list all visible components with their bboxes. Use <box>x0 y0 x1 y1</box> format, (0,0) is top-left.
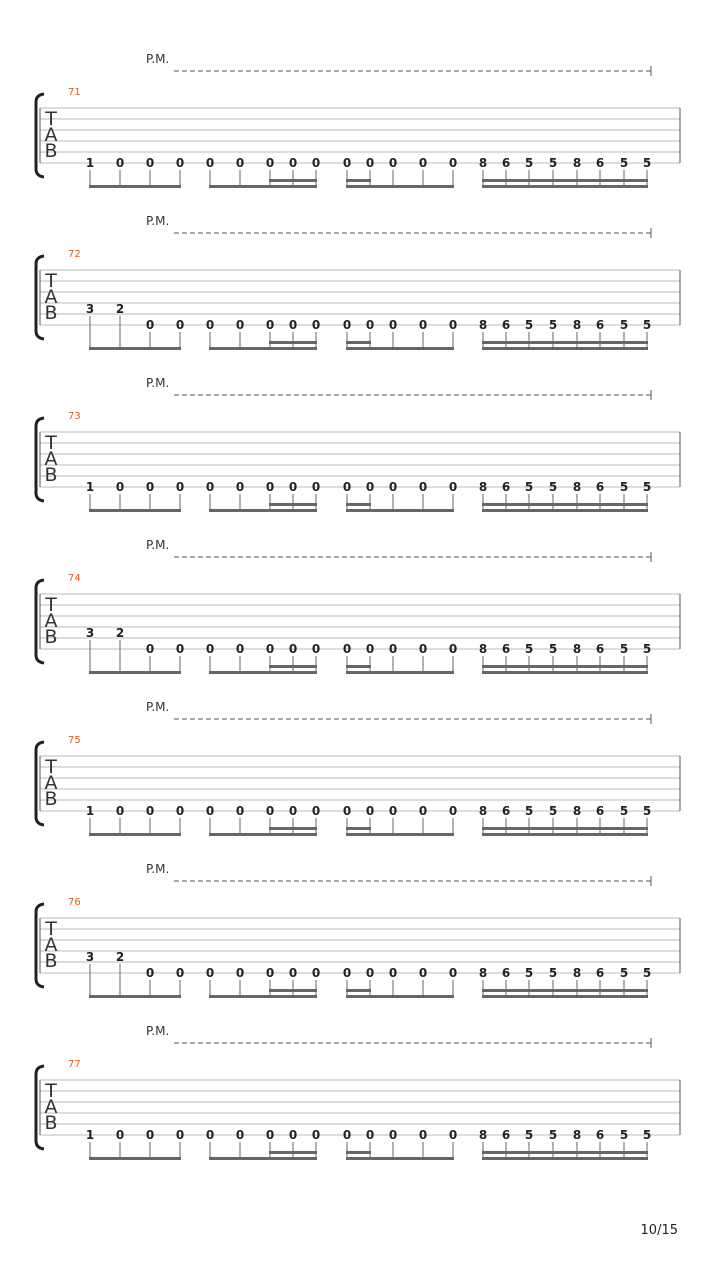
fret-number: 0 <box>311 642 321 656</box>
fret-number: 0 <box>342 156 352 170</box>
beam <box>346 671 454 674</box>
fret-number: 2 <box>115 950 125 964</box>
fret-number: 0 <box>448 480 458 494</box>
fret-number: 0 <box>235 966 245 980</box>
fret-number: 0 <box>418 804 428 818</box>
fret-number: 0 <box>265 804 275 818</box>
fret-number: 0 <box>145 318 155 332</box>
fret-number: 2 <box>115 626 125 640</box>
beam <box>209 1157 317 1160</box>
fret-number: 5 <box>619 804 629 818</box>
fret-number: 0 <box>388 1128 398 1142</box>
secondary-beam <box>482 1151 648 1154</box>
fret-number: 8 <box>572 318 582 332</box>
fret-number: 0 <box>365 318 375 332</box>
fret-number: 5 <box>642 642 652 656</box>
beam <box>346 995 454 998</box>
fret-number: 6 <box>595 966 605 980</box>
fret-number: 6 <box>595 1128 605 1142</box>
beam <box>482 185 648 188</box>
fret-number: 0 <box>145 1128 155 1142</box>
tab-clef-b: B <box>44 1112 58 1134</box>
fret-number: 0 <box>145 642 155 656</box>
fret-number: 1 <box>85 1128 95 1142</box>
palm-mute-label: P.M. <box>146 376 170 390</box>
fret-number: 0 <box>235 480 245 494</box>
tab-clef-b: B <box>44 950 58 972</box>
tab-clef-b: B <box>44 140 58 162</box>
fret-number: 0 <box>175 1128 185 1142</box>
fret-number: 0 <box>235 318 245 332</box>
fret-number: 0 <box>205 966 215 980</box>
fret-number: 0 <box>145 966 155 980</box>
fret-number: 0 <box>115 156 125 170</box>
measure-number: 76 <box>68 897 81 908</box>
beam <box>482 509 648 512</box>
fret-number: 5 <box>619 642 629 656</box>
beam <box>482 1157 648 1160</box>
fret-number: 0 <box>311 318 321 332</box>
fret-number: 0 <box>288 804 298 818</box>
beam <box>89 347 181 350</box>
beam <box>89 671 181 674</box>
fret-number: 6 <box>501 1128 511 1142</box>
secondary-beam <box>269 341 317 344</box>
fret-number: 0 <box>288 318 298 332</box>
fret-number: 0 <box>342 318 352 332</box>
beam <box>209 671 317 674</box>
tab-clef-t: T <box>45 594 57 616</box>
measure-number: 72 <box>68 249 81 260</box>
fret-number: 0 <box>448 156 458 170</box>
fret-number: 0 <box>175 966 185 980</box>
secondary-beam <box>346 989 371 992</box>
fret-number: 8 <box>478 318 488 332</box>
fret-number: 8 <box>572 642 582 656</box>
palm-mute-label: P.M. <box>146 214 170 228</box>
tab-clef-t: T <box>45 270 57 292</box>
tab-clef-t: T <box>45 432 57 454</box>
tab-clef-a: A <box>44 286 58 308</box>
beam <box>89 185 181 188</box>
fret-number: 0 <box>365 642 375 656</box>
beam <box>89 509 181 512</box>
beam <box>89 1157 181 1160</box>
fret-number: 0 <box>265 642 275 656</box>
fret-number: 0 <box>288 1128 298 1142</box>
secondary-beam <box>269 827 317 830</box>
fret-number: 5 <box>619 1128 629 1142</box>
fret-number: 0 <box>388 642 398 656</box>
fret-number: 1 <box>85 156 95 170</box>
fret-number: 0 <box>365 156 375 170</box>
tab-clef-b: B <box>44 788 58 810</box>
beam <box>209 509 317 512</box>
fret-number: 0 <box>365 804 375 818</box>
fret-number: 0 <box>388 480 398 494</box>
fret-number: 0 <box>265 156 275 170</box>
fret-number: 0 <box>235 1128 245 1142</box>
fret-number: 0 <box>311 480 321 494</box>
tab-clef-b: B <box>44 626 58 648</box>
palm-mute-label: P.M. <box>146 52 170 66</box>
fret-number: 6 <box>501 966 511 980</box>
fret-number: 5 <box>642 804 652 818</box>
fret-number: 5 <box>619 480 629 494</box>
fret-number: 0 <box>265 1128 275 1142</box>
tab-clef-a: A <box>44 772 58 794</box>
secondary-beam <box>482 503 648 506</box>
fret-number: 8 <box>572 966 582 980</box>
fret-number: 8 <box>478 966 488 980</box>
fret-number: 8 <box>572 1128 582 1142</box>
measure-number: 71 <box>68 87 81 98</box>
fret-number: 0 <box>265 318 275 332</box>
fret-number: 0 <box>205 804 215 818</box>
fret-number: 0 <box>205 156 215 170</box>
measure-number: 74 <box>68 573 81 584</box>
staff-system-74 <box>36 538 680 674</box>
tab-clef-a: A <box>44 1096 58 1118</box>
fret-number: 0 <box>205 480 215 494</box>
palm-mute-label: P.M. <box>146 1024 170 1038</box>
fret-number: 0 <box>448 1128 458 1142</box>
tab-clef-b: B <box>44 302 58 324</box>
fret-number: 5 <box>548 480 558 494</box>
fret-number: 0 <box>145 804 155 818</box>
secondary-beam <box>269 503 317 506</box>
fret-number: 6 <box>501 480 511 494</box>
fret-number: 6 <box>501 642 511 656</box>
fret-number: 0 <box>288 642 298 656</box>
tab-clef-a: A <box>44 124 58 146</box>
secondary-beam <box>346 341 371 344</box>
fret-number: 1 <box>85 480 95 494</box>
staff-system-77 <box>36 1024 680 1160</box>
tab-clef-a: A <box>44 610 58 632</box>
beam <box>346 185 454 188</box>
fret-number: 5 <box>524 480 534 494</box>
fret-number: 5 <box>642 966 652 980</box>
tab-clef-b: B <box>44 464 58 486</box>
beam <box>89 833 181 836</box>
fret-number: 0 <box>342 1128 352 1142</box>
palm-mute-label: P.M. <box>146 862 170 876</box>
measure-number: 73 <box>68 411 81 422</box>
fret-number: 2 <box>115 302 125 316</box>
beam <box>482 833 648 836</box>
fret-number: 0 <box>418 1128 428 1142</box>
fret-number: 6 <box>501 318 511 332</box>
beam <box>482 347 648 350</box>
fret-number: 0 <box>365 480 375 494</box>
fret-number: 0 <box>342 642 352 656</box>
tab-clef-t: T <box>45 1080 57 1102</box>
fret-number: 0 <box>175 480 185 494</box>
fret-number: 6 <box>595 480 605 494</box>
fret-number: 5 <box>548 318 558 332</box>
fret-number: 0 <box>115 480 125 494</box>
fret-number: 5 <box>642 156 652 170</box>
fret-number: 0 <box>418 318 428 332</box>
fret-number: 5 <box>642 480 652 494</box>
fret-number: 0 <box>342 480 352 494</box>
fret-number: 5 <box>524 156 534 170</box>
fret-number: 0 <box>448 642 458 656</box>
fret-number: 3 <box>85 950 95 964</box>
fret-number: 0 <box>235 642 245 656</box>
page-number: 10/15 <box>640 1223 678 1238</box>
fret-number: 5 <box>548 642 558 656</box>
fret-number: 8 <box>478 480 488 494</box>
fret-number: 0 <box>448 318 458 332</box>
fret-number: 0 <box>388 156 398 170</box>
fret-number: 0 <box>175 156 185 170</box>
palm-mute-label: P.M. <box>146 700 170 714</box>
fret-number: 5 <box>619 966 629 980</box>
fret-number: 5 <box>524 966 534 980</box>
fret-number: 0 <box>418 966 428 980</box>
fret-number: 5 <box>619 318 629 332</box>
fret-number: 0 <box>205 642 215 656</box>
secondary-beam <box>269 665 317 668</box>
secondary-beam <box>269 989 317 992</box>
beam <box>346 833 454 836</box>
fret-number: 0 <box>115 804 125 818</box>
fret-number: 8 <box>478 642 488 656</box>
fret-number: 0 <box>448 804 458 818</box>
fret-number: 8 <box>572 480 582 494</box>
fret-number: 0 <box>265 966 275 980</box>
fret-number: 0 <box>235 804 245 818</box>
fret-number: 5 <box>642 1128 652 1142</box>
fret-number: 0 <box>418 642 428 656</box>
fret-number: 8 <box>478 804 488 818</box>
staff-system-71 <box>36 52 680 188</box>
fret-number: 0 <box>288 966 298 980</box>
fret-number: 6 <box>595 642 605 656</box>
fret-number: 5 <box>642 318 652 332</box>
staff-system-76 <box>36 862 680 998</box>
fret-number: 0 <box>448 966 458 980</box>
fret-number: 0 <box>388 318 398 332</box>
secondary-beam <box>346 179 371 182</box>
fret-number: 8 <box>572 156 582 170</box>
fret-number: 8 <box>478 156 488 170</box>
secondary-beam <box>346 503 371 506</box>
measure-number: 75 <box>68 735 81 746</box>
fret-number: 6 <box>501 804 511 818</box>
secondary-beam <box>346 665 371 668</box>
fret-number: 0 <box>311 966 321 980</box>
fret-number: 0 <box>342 804 352 818</box>
fret-number: 0 <box>342 966 352 980</box>
fret-number: 8 <box>478 1128 488 1142</box>
tab-clef-t: T <box>45 756 57 778</box>
tab-clef-t: T <box>45 108 57 130</box>
fret-number: 0 <box>418 156 428 170</box>
secondary-beam <box>482 665 648 668</box>
beam <box>346 1157 454 1160</box>
tab-clef-a: A <box>44 934 58 956</box>
secondary-beam <box>482 341 648 344</box>
fret-number: 5 <box>548 156 558 170</box>
fret-number: 5 <box>548 1128 558 1142</box>
fret-number: 3 <box>85 626 95 640</box>
beam <box>346 347 454 350</box>
fret-number: 0 <box>265 480 275 494</box>
fret-number: 0 <box>365 966 375 980</box>
fret-number: 0 <box>175 642 185 656</box>
fret-number: 0 <box>311 1128 321 1142</box>
secondary-beam <box>269 1151 317 1154</box>
secondary-beam <box>482 989 648 992</box>
beam <box>89 995 181 998</box>
beam <box>209 995 317 998</box>
beam <box>209 185 317 188</box>
fret-number: 0 <box>288 480 298 494</box>
tab-clef-t: T <box>45 918 57 940</box>
fret-number: 6 <box>501 156 511 170</box>
fret-number: 5 <box>619 156 629 170</box>
fret-number: 5 <box>548 966 558 980</box>
fret-number: 0 <box>388 966 398 980</box>
fret-number: 0 <box>145 480 155 494</box>
tab-clef-a: A <box>44 448 58 470</box>
fret-number: 8 <box>572 804 582 818</box>
beam <box>209 833 317 836</box>
fret-number: 0 <box>205 1128 215 1142</box>
fret-number: 0 <box>388 804 398 818</box>
fret-number: 0 <box>175 318 185 332</box>
beam <box>209 347 317 350</box>
fret-number: 6 <box>595 318 605 332</box>
secondary-beam <box>346 1151 371 1154</box>
fret-number: 0 <box>311 156 321 170</box>
fret-number: 0 <box>311 804 321 818</box>
staff-system-73 <box>36 376 680 512</box>
secondary-beam <box>482 827 648 830</box>
secondary-beam <box>346 827 371 830</box>
fret-number: 0 <box>418 480 428 494</box>
fret-number: 5 <box>524 1128 534 1142</box>
beam <box>346 509 454 512</box>
fret-number: 6 <box>595 156 605 170</box>
fret-number: 1 <box>85 804 95 818</box>
staff-system-75 <box>36 700 680 836</box>
fret-number: 5 <box>524 318 534 332</box>
fret-number: 5 <box>548 804 558 818</box>
beam <box>482 671 648 674</box>
fret-number: 5 <box>524 642 534 656</box>
fret-number: 0 <box>235 156 245 170</box>
fret-number: 0 <box>175 804 185 818</box>
fret-number: 0 <box>145 156 155 170</box>
fret-number: 0 <box>115 1128 125 1142</box>
fret-number: 0 <box>288 156 298 170</box>
secondary-beam <box>482 179 648 182</box>
fret-number: 0 <box>365 1128 375 1142</box>
measure-number: 77 <box>68 1059 81 1070</box>
fret-number: 6 <box>595 804 605 818</box>
secondary-beam <box>269 179 317 182</box>
fret-number: 0 <box>205 318 215 332</box>
beam <box>482 995 648 998</box>
staff-system-72 <box>36 214 680 350</box>
fret-number: 5 <box>524 804 534 818</box>
fret-number: 3 <box>85 302 95 316</box>
palm-mute-label: P.M. <box>146 538 170 552</box>
